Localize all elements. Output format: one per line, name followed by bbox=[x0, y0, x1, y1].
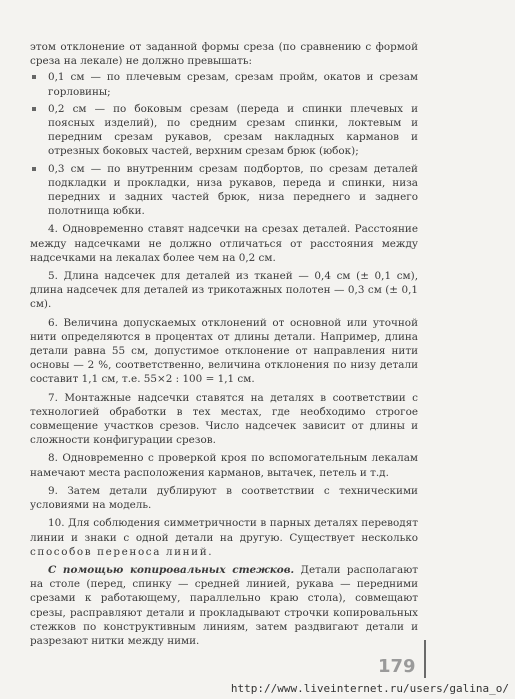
margin-rule bbox=[424, 640, 426, 678]
spaced-phrase: способов переноса линий. bbox=[30, 545, 214, 558]
list-item: 0,2 см — по боковым срезам (переда и спинки плечевых и поясных изделий), по средним срезам спинки, локтевым и передним срезам рукавов, срезам накладных карманов и отрезных боковых частей, верхним срезам брюк (юбок); bbox=[30, 102, 418, 159]
intro-text: этом отклонение от заданной формы среза (по сравнению с формой среза на лекале) не должно превышать: bbox=[30, 41, 418, 68]
paragraph-10: 10. Для соблюдения симметричности в парных деталях переводят линии и знаки с одной детали на другую. Существует несколько способов переноса линий. bbox=[30, 517, 418, 558]
paragraph-final: С помощью копировальных стежков. Детали располагают на столе (перед, спинку — средней линией, рукава — передними срезами к работающему, параллельно краю стола), совмещают срезы, расправляют детали и прокладывают строчки копировальных стежков по конструктивным линиям, затем раздвигают детали и разрезают нитки между ними. bbox=[30, 563, 418, 647]
page-body bbox=[30, 40, 418, 648]
tolerance-list bbox=[30, 70, 418, 218]
list-item: 0,3 см — по внутренним срезам подбортов, по срезам деталей подкладки и прокладки, низа рукавов, переда и спинки, низа передних и задних частей брюк, низа переднего и заднего полотнища юбки. bbox=[30, 162, 418, 219]
list-item: 0,1 см — по плечевым срезам, срезам пройм, окатов и срезам горловины; bbox=[30, 70, 418, 98]
watermark-url: http://www.liveinternet.ru/users/galina_o/ bbox=[230, 682, 509, 695]
bullet-icon bbox=[32, 107, 36, 111]
bullet-icon bbox=[32, 75, 36, 79]
run-in-heading: С помощью копировальных стежков. bbox=[48, 563, 295, 576]
paragraph-7: 7. Монтажные надсечки ставятся на деталях в соответствии с технологией обработки в тех местах, где необходимо строгое совмещение участков срезов. Число надсечек зависит от длины и сложности конфигурации срезов. bbox=[30, 391, 418, 447]
paragraph-6: 6. Величина допускаемых отклонений от основной или уточной нити определяются в процентах от длины детали. Например, длина детали равна 55 см, допустимое отклонение от направления нити основы — 2 %, соответственно, величина отклонения по низу детали составит 1,1 см, т.е. 55×2 : 100 = 1,1 см. bbox=[30, 316, 418, 386]
page-number: 179 bbox=[378, 656, 416, 677]
paragraph-9: 9. Затем детали дублируют в соответствии с техническими условиями на модель. bbox=[30, 484, 418, 512]
paragraph-4: 4. Одновременно ставят надсечки на срезах деталей. Расстояние между надсечками не должно отличаться от расстояния между надсечками на лекалах более чем на 0,2 см. bbox=[30, 223, 418, 264]
bullet-icon bbox=[32, 167, 36, 171]
paragraph-8: 8. Одновременно с проверкой кроя по вспомогательным лекалам намечают места расположения карманов, вытачек, петель и т.д. bbox=[30, 452, 418, 479]
paragraph-5: 5. Длина надсечек для деталей из тканей — 0,4 см (± 0,1 см), длина надсечек для деталей из трикотажных полотен — 0,3 см (± 0,1 см). bbox=[30, 270, 418, 311]
